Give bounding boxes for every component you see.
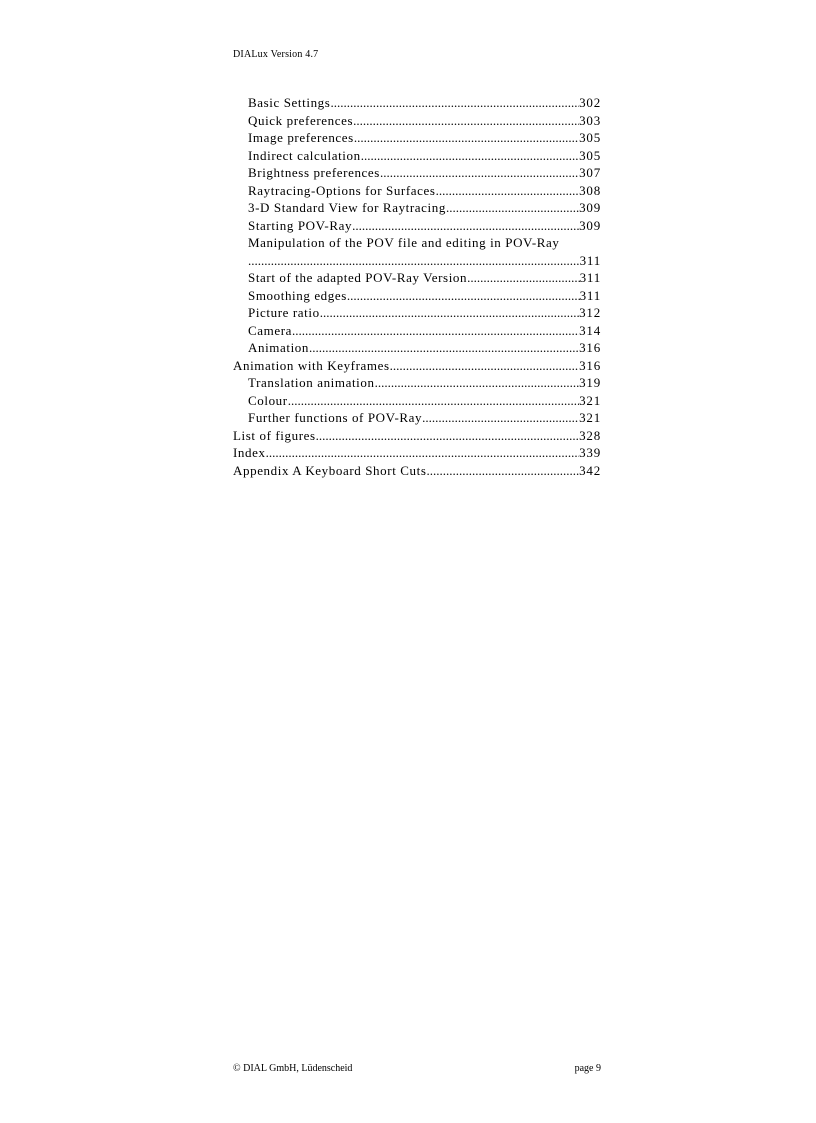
toc-entry-page: 309 [579, 200, 601, 215]
toc-dot-leader [427, 462, 580, 480]
toc-entry[interactable] [233, 322, 601, 340]
toc-dot-leader [266, 444, 579, 462]
toc-entry[interactable] [233, 164, 601, 182]
toc-entry-title: 3-D Standard View for Raytracing [248, 200, 446, 215]
toc-entry-title: Animation [248, 340, 310, 355]
toc-entry-title: Colour [248, 392, 288, 408]
toc-dot-leader [248, 252, 580, 270]
toc-entry-page: 305 [579, 147, 601, 163]
toc-entry[interactable] [233, 339, 601, 357]
toc-dot-leader [446, 199, 579, 217]
toc-dot-leader [352, 217, 579, 235]
toc-dot-leader [316, 427, 579, 445]
toc-dot-leader [361, 147, 579, 165]
toc-entry-title: Manipulation of the POV file and editing in POV-Ray [248, 235, 560, 250]
toc-entry-page: 311 [579, 270, 601, 285]
toc-entry-page: 309 [579, 217, 601, 233]
toc-entry[interactable] [233, 427, 601, 445]
toc-entry-page: 312 [579, 305, 601, 320]
table-of-contents [233, 94, 601, 479]
toc-dot-leader [436, 182, 580, 200]
footer-copyright: © DIAL GmbH, Lüdenscheid [233, 1063, 353, 1074]
toc-entry[interactable] [233, 147, 601, 165]
toc-entry-page: 302 [579, 95, 601, 110]
toc-entry-title: Smoothing edges [248, 287, 347, 303]
toc-entry[interactable] [233, 217, 601, 235]
toc-entry-title: Image preferences [248, 130, 354, 145]
toc-entry-wrapped-leader[interactable] [233, 252, 601, 270]
toc-entry-page: 314 [579, 322, 601, 338]
page-header: DIALux Version 4.7 [233, 49, 319, 60]
toc-entry[interactable] [233, 409, 601, 427]
toc-entry-page: 321 [579, 410, 601, 425]
toc-dot-leader [330, 94, 579, 112]
toc-entry[interactable] [233, 129, 601, 147]
toc-dot-leader [353, 112, 579, 130]
toc-entry-page: 328 [579, 427, 601, 443]
toc-dot-leader [375, 374, 580, 392]
toc-entry-page: 321 [579, 392, 601, 408]
toc-dot-leader [467, 269, 579, 287]
toc-entry[interactable] [233, 112, 601, 130]
toc-dot-leader [422, 409, 579, 427]
toc-entry[interactable] [233, 462, 601, 480]
toc-entry-page: 308 [579, 182, 601, 198]
footer-page-number: page 9 [574, 1063, 601, 1074]
toc-entry-page: 311 [579, 287, 601, 303]
toc-dot-leader [380, 164, 579, 182]
toc-dot-leader [288, 392, 579, 410]
toc-entry-title: Basic Settings [248, 95, 331, 110]
toc-dot-leader [292, 322, 579, 340]
toc-entry-wrapped-title[interactable] [233, 234, 601, 252]
toc-entry-page: 311 [579, 252, 601, 268]
toc-entry-title: List of figures [233, 427, 316, 443]
toc-entry-title: Start of the adapted POV-Ray Version [248, 270, 468, 285]
toc-dot-leader [320, 304, 579, 322]
toc-entry-page: 316 [579, 357, 601, 373]
toc-entry-title: Raytracing-Options for Surfaces [248, 182, 436, 198]
toc-entry-title: Brightness preferences [248, 165, 380, 180]
toc-dot-leader [390, 357, 579, 375]
toc-entry[interactable] [233, 304, 601, 322]
toc-entry-page: 342 [579, 462, 601, 478]
toc-entry-title: Indirect calculation [248, 147, 361, 163]
toc-entry[interactable] [233, 374, 601, 392]
toc-entry-title: Quick preferences [248, 112, 354, 128]
toc-entry[interactable] [233, 269, 601, 287]
toc-entry[interactable] [233, 392, 601, 410]
toc-entry[interactable] [233, 287, 601, 305]
toc-entry[interactable] [233, 182, 601, 200]
toc-entry[interactable] [233, 444, 601, 462]
toc-entry-page: 316 [579, 340, 601, 355]
toc-entry-title: Appendix A Keyboard Short Cuts [233, 462, 427, 478]
toc-entry[interactable] [233, 357, 601, 375]
toc-entry-title: Further functions of POV-Ray [248, 410, 423, 425]
toc-entry-title: Animation with Keyframes [233, 357, 390, 373]
toc-entry-title: Picture ratio [248, 305, 320, 320]
toc-entry-title: Starting POV-Ray [248, 217, 353, 233]
toc-entry-page: 319 [579, 375, 601, 390]
toc-entry-title: Camera [248, 322, 293, 338]
toc-entry-page: 305 [579, 130, 601, 145]
toc-dot-leader [309, 339, 579, 357]
toc-entry[interactable] [233, 199, 601, 217]
toc-dot-leader [354, 129, 579, 147]
toc-dot-leader [347, 287, 580, 305]
toc-entry[interactable] [233, 94, 601, 112]
toc-entry-page: 339 [579, 445, 601, 460]
toc-entry-page: 307 [579, 165, 601, 180]
toc-entry-title: Translation animation [248, 375, 375, 390]
toc-entry-page: 303 [579, 112, 601, 128]
toc-entry-title: Index [233, 445, 266, 460]
